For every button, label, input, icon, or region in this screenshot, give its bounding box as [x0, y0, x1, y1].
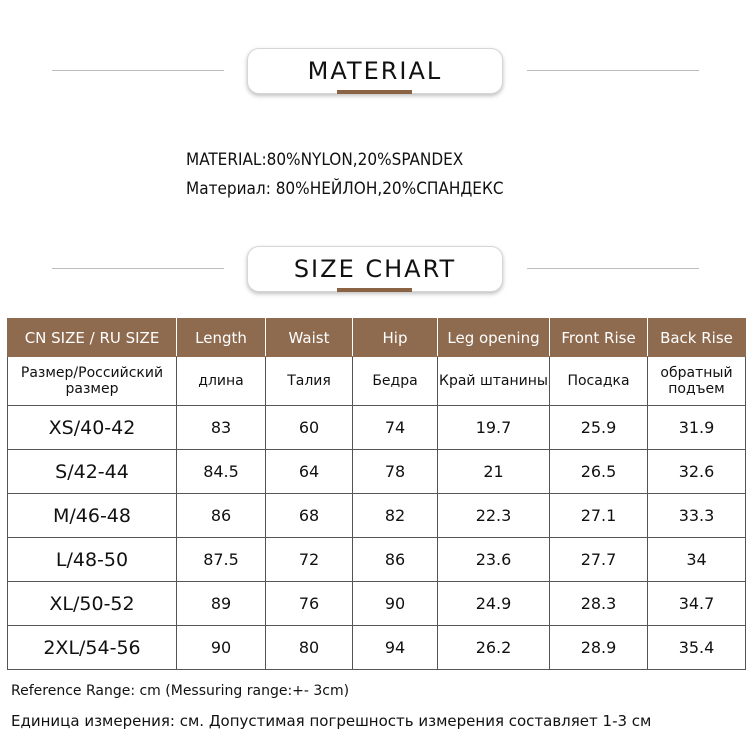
- back-rise-cell: 35.4: [648, 626, 746, 670]
- divider-line: [52, 70, 224, 71]
- waist-cell: 64: [266, 450, 353, 494]
- reference-range-note: Reference Range: cm (Messuring range:+- 3cm): [11, 683, 350, 699]
- table-header-row-ru: [8, 357, 746, 406]
- size-cell: 2XL/54-56: [8, 626, 177, 670]
- waist-cell: 68: [266, 494, 353, 538]
- header-ru-length: длина: [177, 357, 266, 406]
- back-rise-cell: 34: [648, 538, 746, 582]
- divider-line: [527, 268, 699, 269]
- size-cell: L/48-50: [8, 538, 177, 582]
- front-rise-cell: 28.9: [550, 626, 648, 670]
- size-cell: XL/50-52: [8, 582, 177, 626]
- material-line-ru: Материал: 80%НЕЙЛОН,20%СПАНДЕКС: [186, 179, 504, 199]
- length-cell: 87.5: [177, 538, 266, 582]
- size-cell: S/42-44: [8, 450, 177, 494]
- table-header-row-en: [8, 319, 746, 357]
- material-title: MATERIAL: [247, 48, 503, 94]
- header-hip: Hip: [353, 319, 438, 357]
- length-cell: 86: [177, 494, 266, 538]
- front-rise-cell: 26.5: [550, 450, 648, 494]
- header-leg-opening: Leg opening: [438, 319, 550, 357]
- hip-cell: 74: [353, 406, 438, 450]
- leg-opening-cell: 24.9: [438, 582, 550, 626]
- back-rise-cell: 33.3: [648, 494, 746, 538]
- header-cn-size: CN SIZE / RU SIZE: [8, 319, 177, 357]
- front-rise-cell: 25.9: [550, 406, 648, 450]
- back-rise-cell: 32.6: [648, 450, 746, 494]
- length-cell: 90: [177, 626, 266, 670]
- size-cell: M/46-48: [8, 494, 177, 538]
- leg-opening-cell: 22.3: [438, 494, 550, 538]
- material-section-header: [0, 48, 750, 98]
- divider-line: [52, 268, 224, 269]
- hip-cell: 78: [353, 450, 438, 494]
- header-ru-hip: Бедра: [353, 357, 438, 406]
- leg-opening-cell: 19.7: [438, 406, 550, 450]
- waist-cell: 76: [266, 582, 353, 626]
- header-waist: Waist: [266, 319, 353, 357]
- table-row: [8, 582, 746, 626]
- hip-cell: 86: [353, 538, 438, 582]
- table-row: [8, 494, 746, 538]
- length-cell: 83: [177, 406, 266, 450]
- size-chart-title: SIZE CHART: [247, 246, 503, 292]
- header-ru-leg-opening: Край штанины: [438, 357, 550, 406]
- table-row: [8, 406, 746, 450]
- header-ru-waist: Талия: [266, 357, 353, 406]
- header-ru-size: Размер/Российский размер: [8, 357, 177, 406]
- size-chart-section-header: [0, 246, 750, 296]
- hip-cell: 82: [353, 494, 438, 538]
- waist-cell: 80: [266, 626, 353, 670]
- leg-opening-cell: 26.2: [438, 626, 550, 670]
- hip-cell: 94: [353, 626, 438, 670]
- table-row: [8, 538, 746, 582]
- reference-range-note-ru: Единица измерения: см. Допустимая погрешность измерения составляет 1-3 см: [11, 712, 652, 730]
- leg-opening-cell: 23.6: [438, 538, 550, 582]
- front-rise-cell: 27.7: [550, 538, 648, 582]
- front-rise-cell: 28.3: [550, 582, 648, 626]
- front-rise-cell: 27.1: [550, 494, 648, 538]
- waist-cell: 72: [266, 538, 353, 582]
- header-front-rise: Front Rise: [550, 319, 648, 357]
- size-cell: XS/40-42: [8, 406, 177, 450]
- table-row: [8, 450, 746, 494]
- material-line-en: MATERIAL:80%NYLON,20%SPANDEX: [186, 150, 464, 170]
- header-length: Length: [177, 319, 266, 357]
- length-cell: 84.5: [177, 450, 266, 494]
- back-rise-cell: 31.9: [648, 406, 746, 450]
- header-back-rise: Back Rise: [648, 319, 746, 357]
- accent-bar: [337, 288, 412, 292]
- leg-opening-cell: 21: [438, 450, 550, 494]
- length-cell: 89: [177, 582, 266, 626]
- accent-bar: [337, 90, 412, 94]
- header-ru-back-rise: обратный подъем: [648, 357, 746, 406]
- table-row: [8, 626, 746, 670]
- divider-line: [527, 70, 699, 71]
- back-rise-cell: 34.7: [648, 582, 746, 626]
- size-chart-table: [7, 318, 746, 670]
- waist-cell: 60: [266, 406, 353, 450]
- hip-cell: 90: [353, 582, 438, 626]
- header-ru-front-rise: Посадка: [550, 357, 648, 406]
